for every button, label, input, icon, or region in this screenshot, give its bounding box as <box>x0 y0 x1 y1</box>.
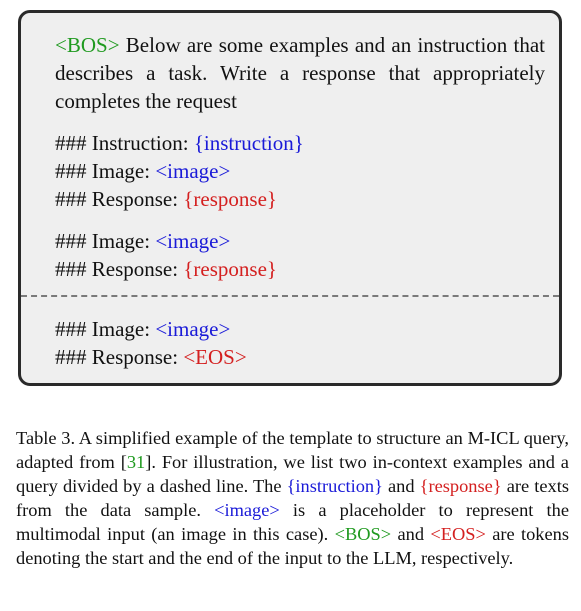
image-label: ### Image: <box>55 229 151 253</box>
citation-link[interactable]: 31 <box>126 452 146 472</box>
image-token: <image> <box>214 500 280 520</box>
instruction-label: ### Instruction: <box>55 131 189 155</box>
example2-response-line <box>55 255 277 283</box>
image-placeholder: <image> <box>155 229 231 253</box>
caption-text: are tokens denoting the start and the end of the input to the LLM, respectively. <box>16 524 570 568</box>
caption-text: and <box>382 476 420 496</box>
caption-text: and <box>391 524 431 544</box>
query-response-line <box>55 343 247 371</box>
bos-token: <BOS> <box>55 33 120 57</box>
table-caption <box>16 426 569 570</box>
response-label: ### Response: <box>55 345 179 369</box>
instruction-token: {instruction} <box>286 476 383 496</box>
instruction-placeholder: {instruction} <box>193 131 304 155</box>
intro-text: Below are some examples and an instruction that describes a task. Write a response that appropriately completes the request <box>55 33 546 113</box>
image-label: ### Image: <box>55 159 151 183</box>
image-placeholder: <image> <box>155 317 231 341</box>
response-placeholder: {response} <box>183 187 277 211</box>
response-label: ### Response: <box>55 257 179 281</box>
query-image-line <box>55 315 230 343</box>
eos-token: <EOS> <box>183 345 247 369</box>
bos-token: <BOS> <box>334 524 392 544</box>
response-placeholder: {response} <box>183 257 277 281</box>
example1-response-line <box>55 185 277 213</box>
caption-text: Table 3. A simplified example of the template to structure an M-ICL query, adapted from [ <box>16 428 569 472</box>
example1-image-line <box>55 157 230 185</box>
response-label: ### Response: <box>55 187 179 211</box>
caption-text: ]. For illustration, we list two in-context examples and a query divided by a dashed line. The <box>16 452 569 496</box>
image-placeholder: <image> <box>155 159 231 183</box>
response-token: {response} <box>419 476 502 496</box>
prompt-template-box <box>18 10 562 386</box>
eos-token: <EOS> <box>430 524 486 544</box>
caption-text: is a placeholder to represent the multimodal input (an image in this case). <box>16 500 569 544</box>
example1-instruction-line <box>55 129 304 157</box>
template-intro <box>55 31 545 115</box>
caption-text: are texts from the data sample. <box>16 476 569 520</box>
image-label: ### Image: <box>55 317 151 341</box>
dashed-divider <box>21 295 559 297</box>
example2-image-line <box>55 227 230 255</box>
